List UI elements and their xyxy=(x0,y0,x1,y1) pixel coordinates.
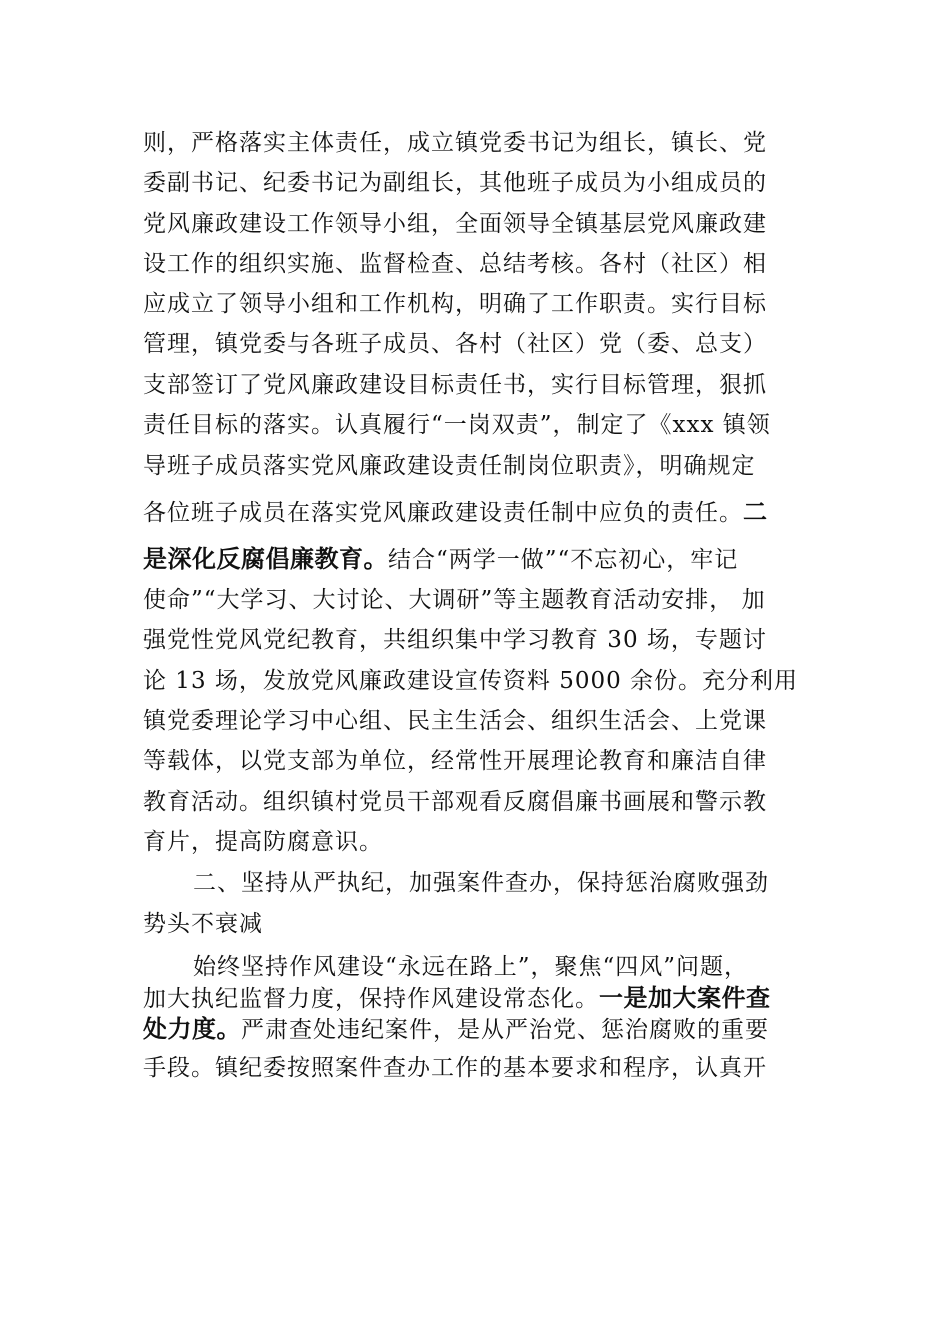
text-line xyxy=(143,329,833,359)
text-line xyxy=(143,451,833,481)
text-line xyxy=(143,827,833,857)
line-text: 镇党委理论学习中心组、民主生活会、组织生活会、上党课 xyxy=(143,708,767,734)
line-text: 手段。镇纪委按照案件查办工作的基本要求和程序，认真开 xyxy=(143,1055,767,1081)
text-line xyxy=(143,497,833,528)
line-text: 二、坚持从严执纪，加强案件查办，保持惩治腐败强劲 xyxy=(193,870,769,896)
text-line xyxy=(143,625,833,655)
line-text: 导班子成员落实党风廉政建设责任制岗位职责》，明确规定 xyxy=(143,453,756,479)
line-text: 责任目标的落实。认真履行“一岗双责”，制定了《xxx 镇领 xyxy=(143,412,771,438)
section-heading-line xyxy=(193,868,883,898)
line-text: 强党性党风党纪教育，共组织集中学习教育 30 场，专题讨 xyxy=(143,627,767,653)
line-text: 管理，镇党委与各班子成员、各村（社区）党（委、总支） xyxy=(143,331,767,357)
line-text: 结合“两学一做”“不忘初心，牢记 xyxy=(388,547,739,573)
line-text: 育片，提高防腐意识。 xyxy=(143,829,383,855)
line-text: 应成立了领导小组和工作机构，明确了工作职责。实行目标 xyxy=(143,291,767,317)
line-text: 严肃查处违纪案件，是从严治党、惩治腐败的重要 xyxy=(241,1017,769,1043)
text-line xyxy=(143,585,833,615)
line-text: 则，严格落实主体责任，成立镇党委书记为组长，镇长、党 xyxy=(143,130,767,156)
line-text: 党风廉政建设工作领导小组，全面领导全镇基层党风廉政建 xyxy=(143,211,767,237)
text-line xyxy=(143,1053,833,1083)
text-line xyxy=(143,544,833,575)
text-line xyxy=(143,370,833,400)
line-text: 论 13 场，发放党风廉政建设宣传资料 5000 余份。充分利用 xyxy=(143,668,799,694)
line-text: 设工作的组织实施、监督检查、总结考核。各村（社区）相 xyxy=(143,251,767,277)
bold-lead-in: 二 xyxy=(743,498,768,526)
text-line xyxy=(143,706,833,736)
text-line xyxy=(143,289,833,319)
text-line xyxy=(143,168,833,198)
line-text: 始终坚持作风建设“永远在路上”，聚焦“四风”问题， xyxy=(193,954,749,980)
text-line xyxy=(143,1014,833,1045)
text-line xyxy=(143,787,833,817)
bold-lead-in: 处力度。 xyxy=(143,1015,241,1043)
line-text: 加大执纪监督力度，保持作风建设常态化。 xyxy=(143,986,599,1012)
line-text: 教育活动。组织镇村党员干部观看反腐倡廉书画展和警示教 xyxy=(143,789,767,815)
bold-lead-in: 一是加大案件查 xyxy=(599,984,771,1012)
text-line xyxy=(143,410,833,440)
line-text: 等载体，以党支部为单位，经常性开展理论教育和廉洁自律 xyxy=(143,748,767,774)
bold-lead-in: 是深化反腐倡廉教育。 xyxy=(143,545,388,573)
text-line xyxy=(143,249,833,279)
text-line xyxy=(143,666,833,696)
text-line xyxy=(143,983,833,1014)
section-heading-line xyxy=(143,909,833,939)
line-text: 各位班子成员在落实党风廉政建设责任制中应负的责任。 xyxy=(143,500,743,526)
text-line xyxy=(143,128,833,158)
line-text: 势头不衰减 xyxy=(143,911,263,937)
line-text: 委副书记、纪委书记为副组长，其他班子成员为小组成员的 xyxy=(143,170,767,196)
line-text: 支部签订了党风廉政建设目标责任书，实行目标管理，狠抓 xyxy=(143,372,767,398)
text-line xyxy=(193,952,883,982)
line-text: 使命”“大学习、大讨论、大调研”等主题教育活动安排， 加 xyxy=(143,587,766,613)
text-line xyxy=(143,746,833,776)
text-line xyxy=(143,209,833,239)
